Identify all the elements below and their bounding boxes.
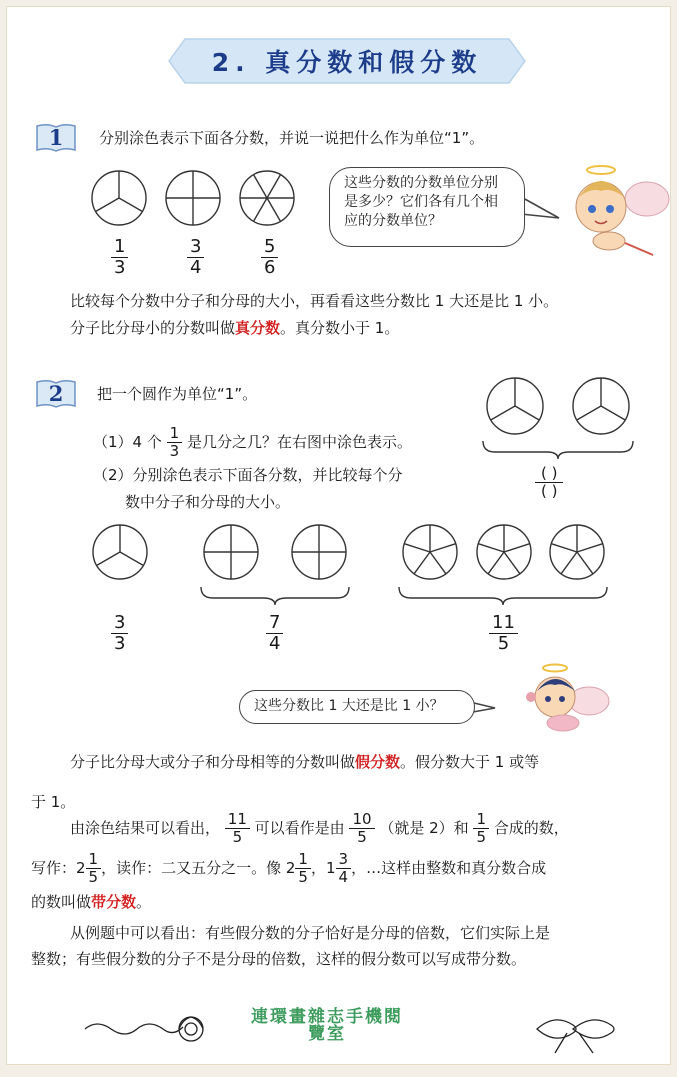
answer-blank-fraction[interactable]: ( ) ( ) xyxy=(535,465,563,500)
brace xyxy=(201,587,349,605)
circle-fifths xyxy=(403,525,457,579)
fraction-11-5: $\frac{11}{5}$ xyxy=(225,811,250,846)
fraction-3-4: $\frac{3}{4}$ xyxy=(187,237,204,278)
fraction-1-5: $\frac{1}{5}$ xyxy=(86,851,102,886)
speech-bubble: 这些分数的分数单位分别是多少？它们各有几个相应的分数单位？ xyxy=(329,167,525,247)
fraction-1-5: $\frac{1}{5}$ xyxy=(295,851,311,886)
definition-proper-fraction: 分子比分母小的分数叫做真分数。真分数小于 1。 xyxy=(70,319,400,337)
conclusion-line-1: 从例题中可以看出：有些假分数的分子恰好是分母的倍数，它们实际上是 xyxy=(70,924,551,942)
circle-quarters xyxy=(204,525,258,579)
example-1-number: 1 xyxy=(48,125,64,150)
fraction-3-4: $\frac{3}{4}$ xyxy=(336,851,352,886)
term-proper-fraction: 真分数 xyxy=(235,319,281,337)
definition-mixed-number: 的数叫做带分数。 xyxy=(31,893,152,911)
circle-thirds xyxy=(487,378,543,434)
fraction-11-5: $\frac{11}{5}$ xyxy=(489,613,518,654)
circle-quarters xyxy=(166,171,220,225)
circle-sixths xyxy=(240,171,294,225)
circle-thirds xyxy=(573,378,629,434)
term-improper-fraction: 假分数 xyxy=(355,753,401,771)
fraction-7-4: $\frac{7}{4}$ xyxy=(266,613,283,654)
question-1: （1）4 个 $\frac{1}{3}$ 是几分之几？在右图中涂色表示。 xyxy=(93,424,412,460)
example-1-prompt: 分别涂色表示下面各分数，并说一说把什么作为单位“1”。 xyxy=(99,129,485,147)
cupid-illustration xyxy=(526,665,609,732)
circle-fifths xyxy=(550,525,604,579)
page-title: 2. 真分数和假分数 xyxy=(211,48,483,77)
circle-thirds xyxy=(92,171,146,225)
question-2-line1: （2）分别涂色表示下面各分数，并比较每个分 xyxy=(93,466,403,484)
example-1-line1: 比较每个分数中分子和分母的大小，再看看这些分数比 1 大还是比 1 小。 xyxy=(70,292,559,310)
question-2-line2: 数中分子和分母的大小。 xyxy=(125,493,291,511)
explanation-line-2: 由涂色结果可以看出， $\frac{11}{5}$ 可以看作是由 $\frac{10}{5}$ （就是 2）和 $\frac{1}{5}$ 合成的数， xyxy=(70,810,569,846)
fraction-1-5: $\frac{1}{5}$ xyxy=(473,811,489,846)
circle-fifths xyxy=(477,525,531,579)
explanation-line-3: 写作：2 $\frac{1}{5}$ ，读作：二又五分之一。像 2 $\frac{1}{5}$ ，1 $\frac{3}{4}$ ，…这样由整数和真分数合成 xyxy=(31,850,547,886)
fraction-1-3: $\frac{1}{3}$ xyxy=(167,425,183,460)
fraction-3-3: $\frac{3}{3}$ xyxy=(111,613,128,654)
circle-thirds xyxy=(93,525,147,579)
fraction-5-6: $\frac{5}{6}$ xyxy=(261,237,278,278)
example-2-prompt: 把一个圆作为单位“1”。 xyxy=(97,385,258,403)
textbook-page xyxy=(6,6,671,1065)
circle-quarters xyxy=(292,525,346,579)
conclusion-line-2: 整数；有些假分数的分子不是分母的倍数，这样的假分数可以写成带分数。 xyxy=(31,950,527,968)
footer-watermark: 連環畫雜志手機閱 覽室 xyxy=(251,1007,403,1044)
brace xyxy=(399,587,607,605)
definition-improper-fraction: 分子比分母大或分子和分母相等的分数叫做假分数。假分数大于 1 或等 xyxy=(70,753,540,771)
fraction-10-5: $\frac{10}{5}$ xyxy=(349,811,374,846)
fraction-1-3: $\frac{1}{3}$ xyxy=(111,237,128,278)
term-mixed-number: 带分数 xyxy=(91,893,137,911)
definition-improper-fraction-wrap: 于 1。 xyxy=(31,793,76,811)
brace xyxy=(483,441,633,459)
speech-bubble: 这些分数比 1 大还是比 1 小？ xyxy=(239,690,475,724)
example-2-number: 2 xyxy=(48,381,64,406)
cupid-illustration xyxy=(576,166,669,255)
example-2-badge xyxy=(35,379,77,409)
